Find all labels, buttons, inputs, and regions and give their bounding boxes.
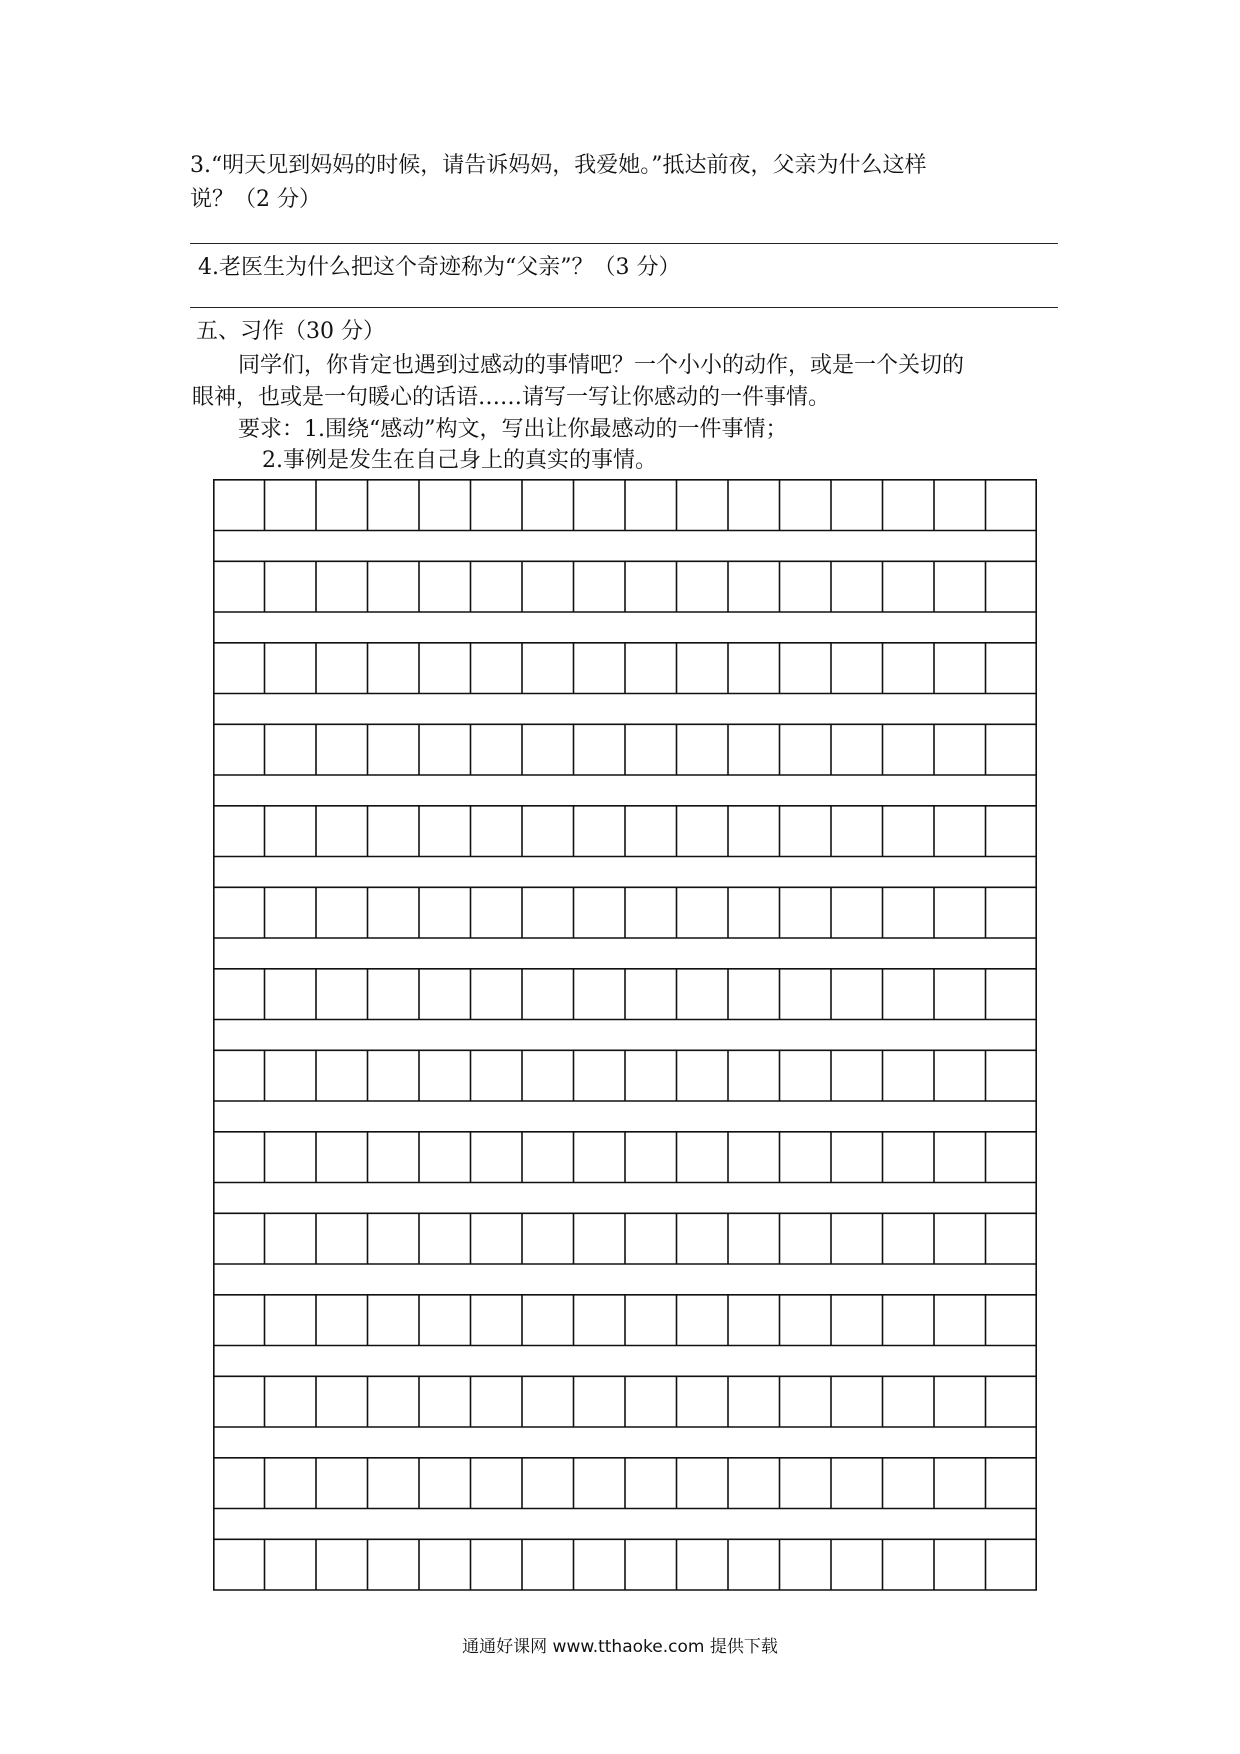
answer-line-question-3 [190, 243, 1058, 244]
footer-credit: 通通好课网 www.tthaoke.com 提供下载 [462, 1637, 778, 1657]
answer-line-question-4 [190, 307, 1058, 308]
question-3-line-1: 3.“明天见到妈妈的时候，请告诉妈妈，我爱她。”抵达前夜，父亲为什么这样 [190, 153, 927, 178]
composition-requirement-2: 2.事例是发生在自己身上的真实的事情。 [262, 448, 657, 473]
composition-prompt-line-1: 同学们，你肯定也遇到过感动的事情吧？一个小小的动作，或是一个关切的 [238, 353, 965, 378]
writing-grid[interactable] [213, 479, 1037, 1609]
composition-prompt-line-2: 眼神，也或是一句暖心的话语……请写一写让你感动的一件事情。 [192, 385, 831, 410]
composition-heading: 五、习作（30 分） [196, 319, 385, 344]
question-3-line-2: 说？（2 分） [190, 187, 321, 212]
composition-requirement-1: 要求：1.围绕“感动”构文，写出让你最感动的一件事情； [238, 417, 788, 442]
question-4: 4.老医生为什么把这个奇迹称为“父亲”？（3 分） [198, 255, 681, 280]
